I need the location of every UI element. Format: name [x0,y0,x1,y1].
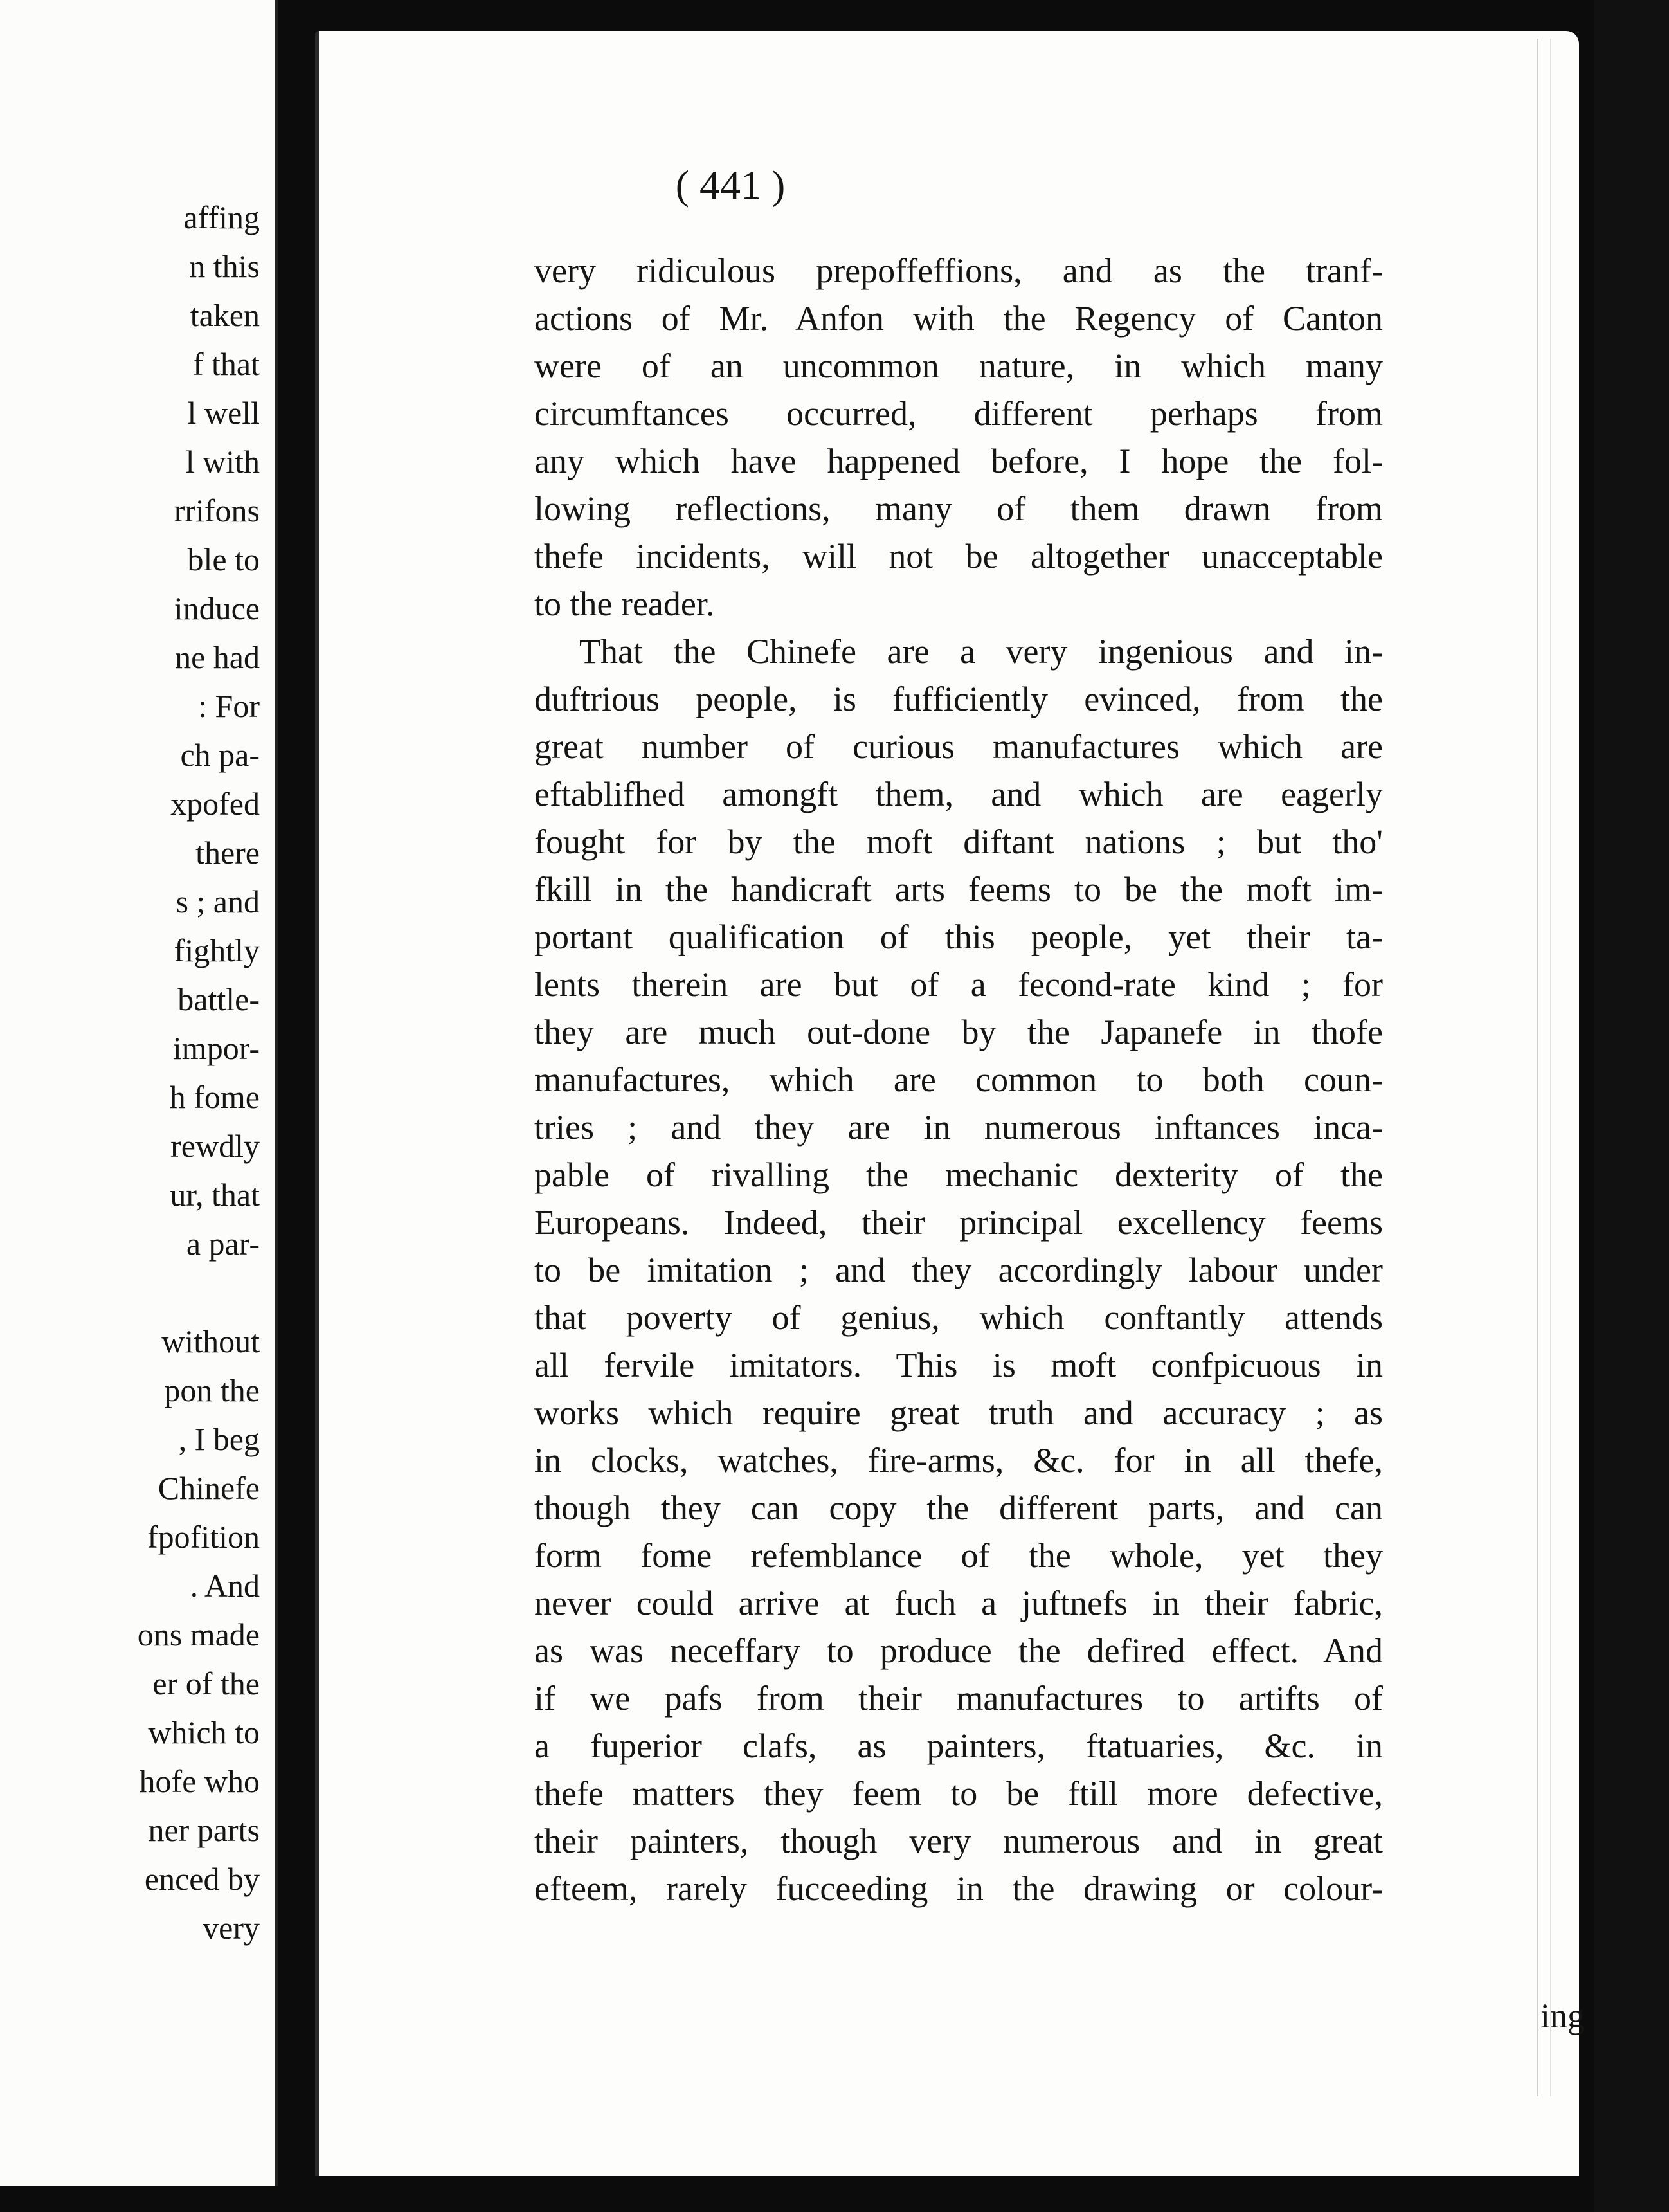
left-line: rrifons [174,493,260,529]
left-line: pon the [164,1372,260,1408]
left-line: ons made [137,1617,260,1653]
body-line: lents therein are but of a fecond-rate kind ; for [534,965,1383,1004]
left-line: hofe who [139,1763,260,1799]
left-line: ble to [187,541,260,577]
body-line: were of an uncommon nature, in which many [534,347,1383,385]
body-line: a fuperior clafs, as painters, ftatuaries, &c. in [534,1727,1383,1765]
left-line: er of the [152,1665,260,1701]
left-line: impor- [172,1030,260,1066]
left-line: f that [192,346,260,382]
body-line: fkill in the handicraft arts feems to be the moft im- [534,870,1383,909]
left-line: l with [185,444,260,480]
body-line: they are much out-done by the Japanefe in thofe [534,1013,1383,1051]
left-line: h fome [169,1079,260,1115]
body-line: thefe incidents, will not be altogether unacceptable [534,537,1383,576]
left-line: , I beg [178,1421,260,1457]
body-line: fought for by the moft diftant nations ; but tho' [534,822,1383,861]
body-line: tries ; and they are in numerous inftances inca- [534,1108,1383,1147]
body-line: all fervile imitators. This is moft confpicuous in [534,1346,1383,1384]
body-line: as was neceffary to produce the defired effect. And [534,1631,1383,1670]
left-line: affing [183,199,260,235]
left-line: taken [190,297,260,333]
body-line: duftrious people, is fufficiently evinced, from the [534,680,1383,718]
left-line: induce [174,590,260,626]
body-line: very ridiculous prepoffeffions, and as the tranf- [534,251,1383,290]
left-line: ner parts [148,1812,260,1848]
body-line: lowing reflections, many of them drawn from [534,489,1383,528]
left-line: fpofition [147,1519,260,1555]
left-line: rewdly [170,1128,260,1164]
left-line: without [161,1323,260,1359]
page-edge [1537,39,1551,2096]
body-line: circumftances occurred, different perhaps from [534,394,1383,433]
body-line: eftablifhed amongft them, and which are eagerly [534,775,1383,813]
left-line: ch pa- [180,737,260,773]
catchword: ing [1540,1997,1585,2035]
body-line: manufactures, which are common to both coun- [534,1060,1383,1099]
body-line: to be imitation ; and they accordingly labour under [534,1251,1383,1289]
body-line: any which have happened before, I hope the fol- [534,442,1383,480]
left-line: there [195,835,260,871]
page-number: ( 441 ) [675,162,786,208]
right-page [315,31,1585,2176]
left-line: l well [187,395,260,431]
body-line: efteem, rarely fucceeding in the drawing or colour- [534,1869,1383,1908]
left-line: fightly [174,932,260,968]
left-line: enced by [144,1861,260,1897]
left-line: which to [148,1714,260,1750]
body-line: works which require great truth and accuracy ; as [534,1393,1383,1432]
left-line: battle- [177,981,260,1017]
left-line: a par- [186,1226,260,1262]
left-page [0,0,278,2186]
body-line: pable of rivalling the mechanic dexterity of the [534,1156,1383,1194]
left-line: : For [198,688,260,724]
left-line: very [203,1910,260,1946]
left-line: ur, that [170,1177,260,1213]
body-line: form fome refemblance of the whole, yet they [534,1536,1383,1575]
left-line: . And [190,1568,260,1604]
left-line [0,1268,260,1317]
body-line: though they can copy the different parts, and can [534,1489,1383,1527]
left-line: xpofed [170,786,260,822]
body-line: if we pafs from their manufactures to artifts of [534,1679,1383,1718]
body-line: great number of curious manufactures which are [534,727,1383,766]
body-line: their painters, though very numerous and in great [534,1822,1383,1860]
left-line: ne had [175,639,260,675]
body-line: thefe matters they feem to be ftill more defective, [534,1774,1383,1813]
body-line: portant qualification of this people, yet their ta- [534,918,1383,956]
left-line: n this [189,248,260,284]
body-line: to the reader. [534,585,715,623]
left-page-text [0,193,260,1952]
body-line: actions of Mr. Anfon with the Regency of Canton [534,299,1383,338]
body-line: Europeans. Indeed, their principal excellency feems [534,1203,1383,1242]
body-line: that poverty of genius, which conftantly attends [534,1298,1383,1337]
body-line: That the Chinefe are a very ingenious and in- [579,632,1383,671]
body-line: never could arrive at fuch a juftnefs in their fabric, [534,1584,1383,1622]
left-line: s ; and [176,884,260,920]
left-line: Chinefe [158,1470,260,1506]
body-line: in clocks, watches, fire-arms, &c. for in all thefe, [534,1441,1383,1480]
body-text [534,247,1383,1912]
